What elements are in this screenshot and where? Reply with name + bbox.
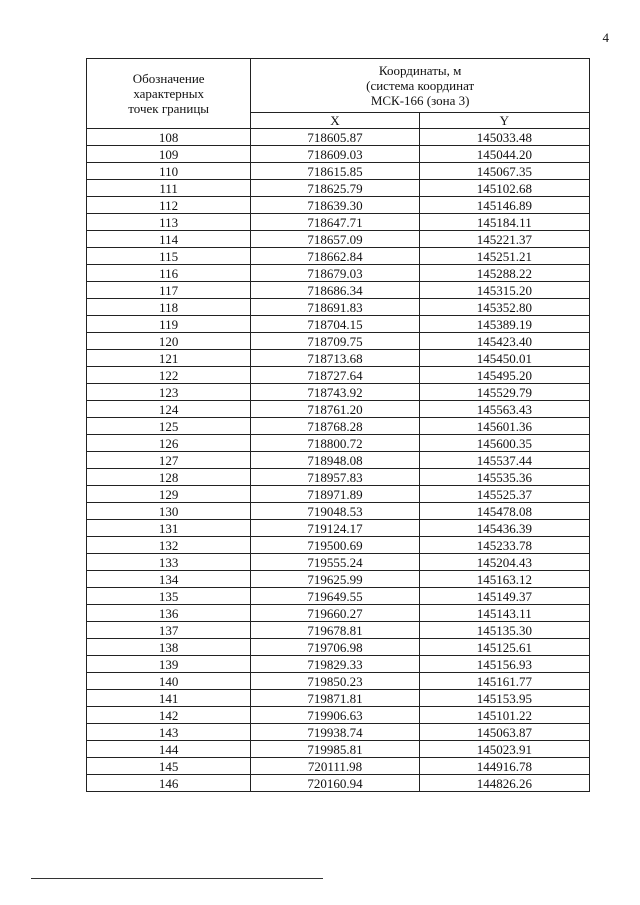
y-coordinate-cell: 145044.20 — [419, 146, 589, 163]
point-cell: 146 — [87, 775, 251, 792]
x-coordinate-cell: 718657.09 — [251, 231, 419, 248]
y-coordinate-cell: 145143.11 — [419, 605, 589, 622]
y-coordinate-cell: 145125.61 — [419, 639, 589, 656]
table-row — [87, 316, 590, 333]
y-coordinate-cell: 145221.37 — [419, 231, 589, 248]
x-coordinate-cell: 719625.99 — [251, 571, 419, 588]
point-cell: 143 — [87, 724, 251, 741]
y-coordinate-cell: 144826.26 — [419, 775, 589, 792]
x-coordinate-cell: 720111.98 — [251, 758, 419, 775]
table-row — [87, 418, 590, 435]
y-coordinate-cell: 145184.11 — [419, 214, 589, 231]
table-row — [87, 435, 590, 452]
table-row — [87, 146, 590, 163]
y-coordinate-cell: 145023.91 — [419, 741, 589, 758]
y-coordinate-cell: 145450.01 — [419, 350, 589, 367]
x-coordinate-cell: 719660.27 — [251, 605, 419, 622]
y-coordinate-cell: 145529.79 — [419, 384, 589, 401]
x-coordinate-cell: 718709.75 — [251, 333, 419, 350]
point-cell: 128 — [87, 469, 251, 486]
x-coordinate-cell: 719500.69 — [251, 537, 419, 554]
table-row — [87, 350, 590, 367]
table-row — [87, 503, 590, 520]
x-coordinate-cell: 718662.84 — [251, 248, 419, 265]
y-coordinate-cell: 144916.78 — [419, 758, 589, 775]
x-coordinate-cell: 719850.23 — [251, 673, 419, 690]
table-row — [87, 605, 590, 622]
point-cell: 108 — [87, 129, 251, 146]
x-coordinate-cell: 719048.53 — [251, 503, 419, 520]
table-row — [87, 707, 590, 724]
table-row — [87, 248, 590, 265]
point-cell: 144 — [87, 741, 251, 758]
table-row — [87, 197, 590, 214]
y-coordinate-cell: 145600.35 — [419, 435, 589, 452]
point-cell: 125 — [87, 418, 251, 435]
x-coordinate-cell: 718761.20 — [251, 401, 419, 418]
point-cell: 122 — [87, 367, 251, 384]
y-coordinate-cell: 145063.87 — [419, 724, 589, 741]
table-body — [87, 129, 590, 792]
point-cell: 121 — [87, 350, 251, 367]
y-coordinate-cell: 145161.77 — [419, 673, 589, 690]
point-cell: 114 — [87, 231, 251, 248]
table-row — [87, 265, 590, 282]
point-cell: 139 — [87, 656, 251, 673]
y-column-header: Y — [419, 113, 589, 129]
table-row — [87, 758, 590, 775]
table-row — [87, 452, 590, 469]
point-cell: 112 — [87, 197, 251, 214]
point-cell: 111 — [87, 180, 251, 197]
y-coordinate-cell: 145436.39 — [419, 520, 589, 537]
y-coordinate-cell: 145163.12 — [419, 571, 589, 588]
x-coordinate-cell: 718704.15 — [251, 316, 419, 333]
y-coordinate-cell: 145146.89 — [419, 197, 589, 214]
x-coordinate-cell: 720160.94 — [251, 775, 419, 792]
table-row — [87, 486, 590, 503]
point-header-line: точек границы — [128, 101, 210, 116]
point-cell: 140 — [87, 673, 251, 690]
point-cell: 136 — [87, 605, 251, 622]
table-row — [87, 588, 590, 605]
table-row — [87, 333, 590, 350]
point-cell: 109 — [87, 146, 251, 163]
x-coordinate-cell: 718605.87 — [251, 129, 419, 146]
y-coordinate-cell: 145156.93 — [419, 656, 589, 673]
point-cell: 117 — [87, 282, 251, 299]
x-coordinate-cell: 719706.98 — [251, 639, 419, 656]
table-row — [87, 690, 590, 707]
x-coordinate-cell: 718609.03 — [251, 146, 419, 163]
point-cell: 119 — [87, 316, 251, 333]
x-coordinate-cell: 718686.34 — [251, 282, 419, 299]
point-cell: 134 — [87, 571, 251, 588]
point-cell: 113 — [87, 214, 251, 231]
y-coordinate-cell: 145153.95 — [419, 690, 589, 707]
table-row — [87, 656, 590, 673]
point-cell: 126 — [87, 435, 251, 452]
point-cell: 137 — [87, 622, 251, 639]
x-coordinate-cell: 719938.74 — [251, 724, 419, 741]
y-coordinate-cell: 145423.40 — [419, 333, 589, 350]
point-cell: 133 — [87, 554, 251, 571]
table-row — [87, 129, 590, 146]
y-coordinate-cell: 145101.22 — [419, 707, 589, 724]
x-coordinate-cell: 719829.33 — [251, 656, 419, 673]
y-coordinate-cell: 145352.80 — [419, 299, 589, 316]
point-cell: 130 — [87, 503, 251, 520]
y-coordinate-cell: 145102.68 — [419, 180, 589, 197]
point-cell: 118 — [87, 299, 251, 316]
y-coordinate-cell: 145537.44 — [419, 452, 589, 469]
y-coordinate-cell: 145135.30 — [419, 622, 589, 639]
y-coordinate-cell: 145478.08 — [419, 503, 589, 520]
x-coordinate-cell: 719871.81 — [251, 690, 419, 707]
x-coordinate-cell: 719555.24 — [251, 554, 419, 571]
y-coordinate-cell: 145535.36 — [419, 469, 589, 486]
table-row — [87, 639, 590, 656]
point-header-line: характерных — [133, 86, 204, 101]
x-coordinate-cell: 718615.85 — [251, 163, 419, 180]
table-row — [87, 724, 590, 741]
x-coordinate-cell: 719124.17 — [251, 520, 419, 537]
table-row — [87, 469, 590, 486]
x-column-header: X — [251, 113, 419, 129]
table-row — [87, 673, 590, 690]
coordinates-table — [86, 58, 590, 792]
table-row — [87, 367, 590, 384]
y-coordinate-cell: 145067.35 — [419, 163, 589, 180]
x-coordinate-cell: 719649.55 — [251, 588, 419, 605]
point-cell: 131 — [87, 520, 251, 537]
y-coordinate-cell: 145389.19 — [419, 316, 589, 333]
y-coordinate-cell: 145563.43 — [419, 401, 589, 418]
x-coordinate-cell: 718971.89 — [251, 486, 419, 503]
y-coordinate-cell: 145315.20 — [419, 282, 589, 299]
point-cell: 141 — [87, 690, 251, 707]
table-row — [87, 571, 590, 588]
table-row — [87, 214, 590, 231]
table-row — [87, 741, 590, 758]
y-coordinate-cell: 145251.21 — [419, 248, 589, 265]
table-row — [87, 520, 590, 537]
table-row — [87, 384, 590, 401]
table-row — [87, 401, 590, 418]
point-designation-header — [87, 59, 251, 129]
x-coordinate-cell: 718800.72 — [251, 435, 419, 452]
y-coordinate-cell: 145149.37 — [419, 588, 589, 605]
y-coordinate-cell: 145495.20 — [419, 367, 589, 384]
table-row — [87, 282, 590, 299]
point-cell: 120 — [87, 333, 251, 350]
point-cell: 132 — [87, 537, 251, 554]
footer-divider — [31, 878, 323, 879]
x-coordinate-cell: 718713.68 — [251, 350, 419, 367]
page-number: 4 — [602, 30, 609, 45]
x-coordinate-cell: 718768.28 — [251, 418, 419, 435]
x-coordinate-cell: 718957.83 — [251, 469, 419, 486]
y-coordinate-cell: 145033.48 — [419, 129, 589, 146]
x-coordinate-cell: 718727.64 — [251, 367, 419, 384]
point-cell: 123 — [87, 384, 251, 401]
y-coordinate-cell: 145233.78 — [419, 537, 589, 554]
coordinates-header — [251, 59, 590, 113]
table-row — [87, 554, 590, 571]
x-coordinate-cell: 718625.79 — [251, 180, 419, 197]
table-row — [87, 775, 590, 792]
y-coordinate-cell: 145288.22 — [419, 265, 589, 282]
coordinates-header-line: МСК-166 (зона 3) — [370, 93, 470, 108]
table-row — [87, 231, 590, 248]
y-coordinate-cell: 145204.43 — [419, 554, 589, 571]
point-cell: 138 — [87, 639, 251, 656]
x-coordinate-cell: 718639.30 — [251, 197, 419, 214]
x-coordinate-cell: 718691.83 — [251, 299, 419, 316]
x-coordinate-cell: 718948.08 — [251, 452, 419, 469]
point-cell: 115 — [87, 248, 251, 265]
point-cell: 129 — [87, 486, 251, 503]
point-cell: 142 — [87, 707, 251, 724]
table-row — [87, 537, 590, 554]
x-coordinate-cell: 718743.92 — [251, 384, 419, 401]
table-row — [87, 622, 590, 639]
point-header-line: Обозначение — [132, 71, 205, 86]
x-coordinate-cell: 718679.03 — [251, 265, 419, 282]
point-cell: 110 — [87, 163, 251, 180]
point-cell: 116 — [87, 265, 251, 282]
x-coordinate-cell: 718647.71 — [251, 214, 419, 231]
coordinates-header-line: (система координат — [366, 78, 475, 93]
table-row — [87, 299, 590, 316]
x-coordinate-cell: 719906.63 — [251, 707, 419, 724]
point-cell: 145 — [87, 758, 251, 775]
point-cell: 124 — [87, 401, 251, 418]
y-coordinate-cell: 145601.36 — [419, 418, 589, 435]
x-coordinate-cell: 719678.81 — [251, 622, 419, 639]
x-coordinate-cell: 719985.81 — [251, 741, 419, 758]
table-row — [87, 180, 590, 197]
y-coordinate-cell: 145525.37 — [419, 486, 589, 503]
point-cell: 135 — [87, 588, 251, 605]
coordinates-header-line: Координаты, м — [378, 63, 462, 78]
point-cell: 127 — [87, 452, 251, 469]
table-row — [87, 163, 590, 180]
